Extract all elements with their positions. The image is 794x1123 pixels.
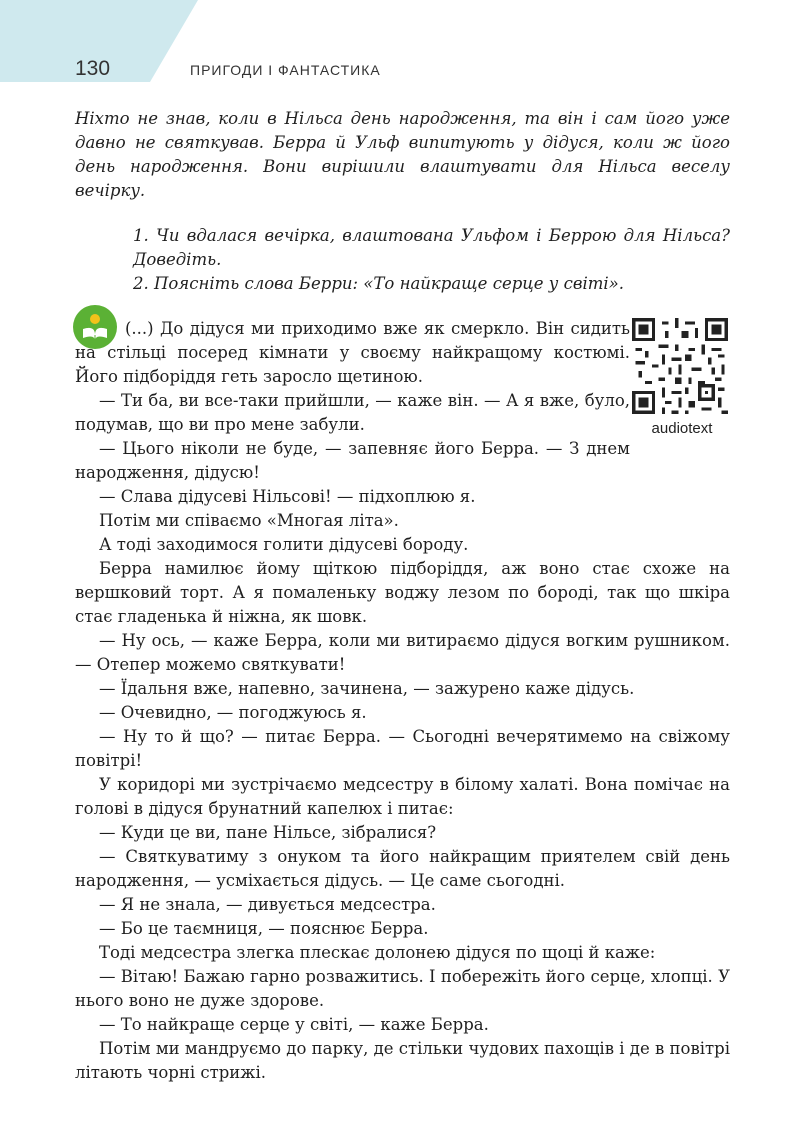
paragraph: — Святкуватиму з онуком та його найкращим приятелем свій день народження, — усміхається дідусь. — Це саме сьогодні. bbox=[75, 847, 730, 890]
paragraph: Берра намилює йому щіткою підборіддя, аж воно стає схоже на вершковий торт. А я помаленьку воджу лезом по бороді, так що шкіра стає гладенька й ніжна, як шовк. bbox=[75, 559, 730, 626]
paragraph: — Я не знала, — дивується медсестра. bbox=[99, 895, 436, 914]
paragraph: — Ну ось, — каже Берра, коли ми витираємо дідуся вогким рушником. — Отепер можемо святкувати! bbox=[75, 631, 730, 674]
paragraph: — Куди це ви, пане Нільсе, зібралися? bbox=[99, 823, 437, 842]
paragraph: — Очевидно, — погоджуюсь я. bbox=[99, 703, 367, 722]
paragraph: — Їдальня вже, напевно, зачинена, — зажурено каже дідусь. bbox=[99, 679, 635, 698]
paragraph: — Вітаю! Бажаю гарно розважитись. І побережіть його серце, хлопці. У нього воно не дуже здорове. bbox=[75, 967, 730, 1010]
paragraph: (...) До дідуся ми приходимо вже як смеркло. Він сидить на стільці посеред кімнати у своєму найкращому костюмі. Його підборіддя геть заросло щетиною. bbox=[75, 319, 630, 386]
qr-caption: audiotext bbox=[651, 420, 713, 437]
paragraph: — То найкраще серце у світі, — каже Берра. bbox=[99, 1015, 489, 1034]
page-number: 130 bbox=[75, 57, 111, 80]
paragraph: — Ну то й що? — питає Берра. — Сьогодні вечерятимемо на свіжому повітрі! bbox=[75, 727, 730, 770]
paragraph: У коридорі ми зустрічаємо медсестру в білому халаті. Вона помічає на голові в дідуся брунатний капелюх і питає: bbox=[75, 775, 730, 818]
question-item: 1. Чи вдалася вечірка, влаштована Ульфом і Беррою для Нільса? Доведіть. bbox=[133, 226, 730, 269]
paragraph: — Цього ніколи не буде, — запевняє його Берра. — З днем народження, дідусю! bbox=[75, 439, 630, 482]
section-title: ПРИГОДИ І ФАНТАСТИКА bbox=[190, 62, 381, 78]
paragraph: — Бо це таємниця, — пояснює Берра. bbox=[99, 919, 429, 938]
question-list bbox=[133, 224, 730, 296]
intro-paragraph: Ніхто не знав, коли в Нільса день народження, та він і сам його уже давно не святкував. Берра й Ульф випитують у дідуся, коли ж його день народження. Вони вирішили влаштувати для Нільса веселу вечірку. bbox=[75, 109, 730, 200]
paragraph: Потім ми співаємо «Многая літа». bbox=[99, 511, 399, 530]
paragraph: Потім ми мандруємо до парку, де стільки чудових пахощів і де в повітрі літають чорні стрижі. bbox=[75, 1039, 730, 1082]
paragraph: А тоді заходимося голити дідусеві бороду. bbox=[99, 535, 469, 554]
paragraph: — Слава дідусеві Нільсові! — підхоплюю я. bbox=[99, 487, 476, 506]
question-item: 2. Поясніть слова Берри: «То найкраще серце у світі». bbox=[133, 274, 624, 293]
story-text bbox=[75, 317, 730, 1085]
paragraph: — Ти ба, ви все-таки прийшли, — каже він. — А я вже, було, подумав, що ви про мене забули. bbox=[75, 391, 630, 434]
paragraph: Тоді медсестра злегка плескає долонею дідуся по щоці й каже: bbox=[99, 943, 656, 962]
